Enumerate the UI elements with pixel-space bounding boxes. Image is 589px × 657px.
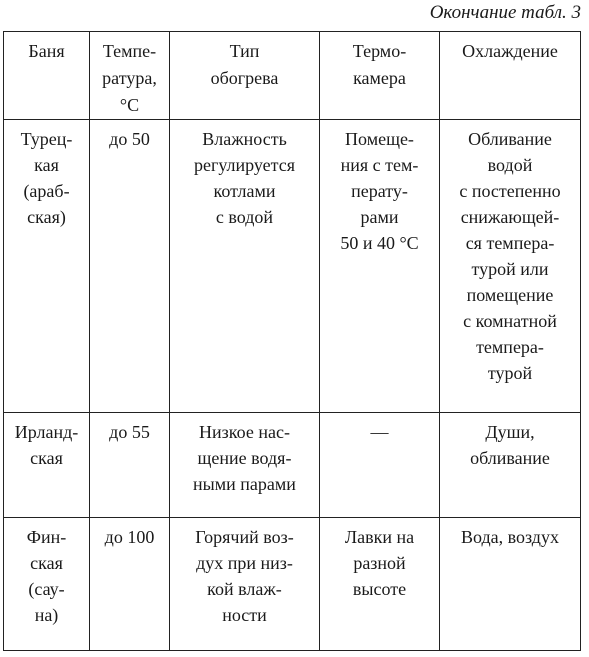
cell-cooling: Души, обливание	[440, 413, 581, 518]
bath-types-table	[3, 31, 581, 651]
table-row	[4, 120, 581, 413]
table-continuation-caption: Окончание табл. 3	[429, 2, 581, 23]
cell-temperature: до 55	[90, 413, 170, 518]
header-thermal-chamber: Термо- камера	[320, 32, 440, 120]
table-header-row	[4, 32, 581, 120]
cell-heating-type: Влажность регулируется котлами с водой	[170, 120, 320, 413]
table-row	[4, 413, 581, 518]
header-heating-type: Тип обогрева	[170, 32, 320, 120]
cell-bath: Ирланд- ская	[4, 413, 90, 518]
cell-thermal-chamber: —	[320, 413, 440, 518]
header-cooling: Охлаждение	[440, 32, 581, 120]
cell-heating-type: Горячий воз- дух при низ- кой влаж- ности	[170, 518, 320, 651]
header-bath: Баня	[4, 32, 90, 120]
cell-cooling: Обливание водой с постепенно снижающей- ся темпера- турой или помещение с комнатной темпера- турой	[440, 120, 581, 413]
cell-heating-type: Низкое нас- щение водя- ными парами	[170, 413, 320, 518]
cell-thermal-chamber: Лавки на разной высоте	[320, 518, 440, 651]
cell-bath: Фин- ская (сау- на)	[4, 518, 90, 651]
cell-temperature: до 50	[90, 120, 170, 413]
cell-cooling: Вода, воздух	[440, 518, 581, 651]
table-row	[4, 518, 581, 651]
cell-bath: Турец- кая (араб- ская)	[4, 120, 90, 413]
cell-thermal-chamber: Помеще- ния с тем- перату- рами 50 и 40 °С	[320, 120, 440, 413]
header-temperature: Темпе- ратура, °С	[90, 32, 170, 120]
cell-temperature: до 100	[90, 518, 170, 651]
